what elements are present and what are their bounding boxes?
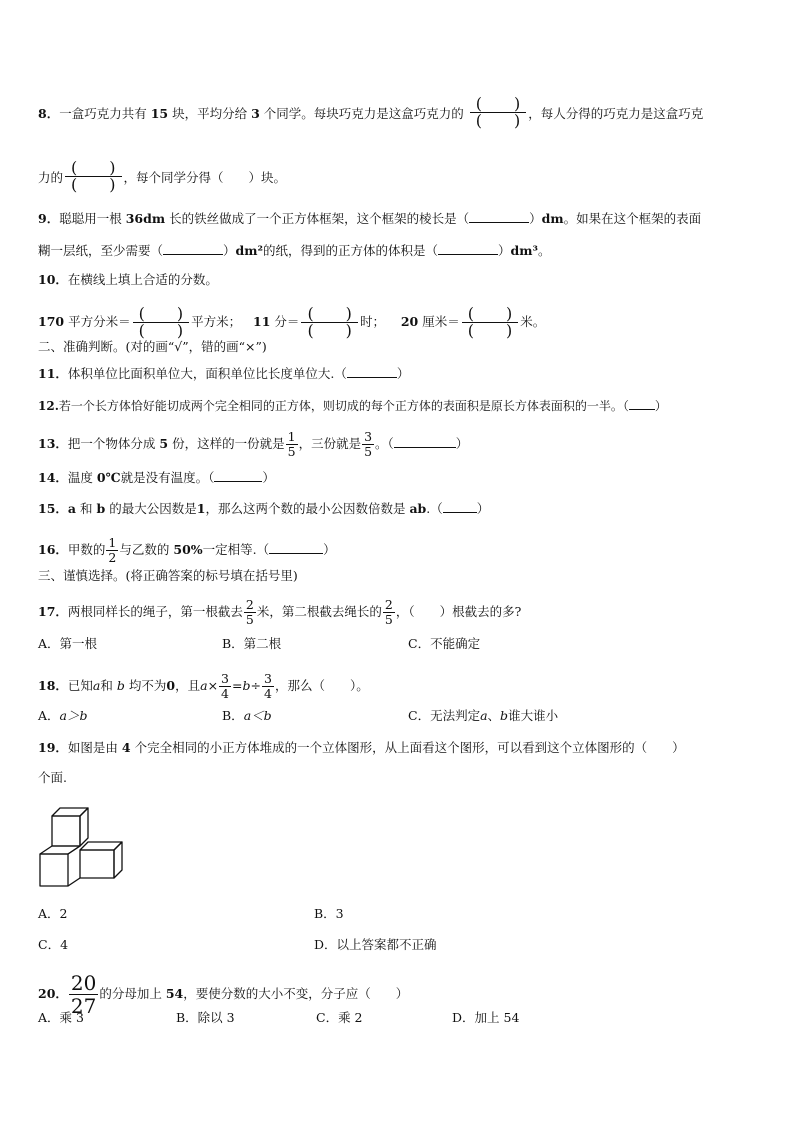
fraction xyxy=(262,672,274,701)
q10-text: 平方米； xyxy=(191,314,242,329)
option-text: 谁大谁小 xyxy=(508,708,559,723)
fraction-numerator: 20 xyxy=(70,971,97,995)
q16-number: 16． xyxy=(38,542,68,557)
q17-text: 两根同样长的绳子，第一根截去 xyxy=(67,604,243,619)
q8-text: 力的 xyxy=(38,170,64,185)
q13-text: 把一个物体分成 xyxy=(67,436,156,451)
q14-text: 温度 xyxy=(67,470,93,485)
q14-number: 14． xyxy=(38,470,68,485)
fraction xyxy=(362,430,374,459)
q9-text: 聪聪用一根 xyxy=(59,211,122,226)
q20-number: 20． xyxy=(38,986,68,1001)
question-9-line-1 xyxy=(38,210,701,227)
fraction-numerator: 3 xyxy=(263,671,272,686)
q17-text: 米，第二根截去绳长的 xyxy=(256,604,382,619)
q17-option-a[interactable]: A．第一根 xyxy=(38,636,98,651)
q9-text: 长的铁丝做成了一个正方体框架，这个框架的棱长是（ xyxy=(169,211,470,226)
q12-number: 12. xyxy=(38,399,59,413)
fraction xyxy=(244,598,256,627)
fraction-blank[interactable]: ( ) ( ) xyxy=(65,160,122,193)
q18-option-b[interactable] xyxy=(222,708,272,724)
q9-text: 36dm xyxy=(125,211,166,226)
fraction-denominator: 5 xyxy=(364,444,373,459)
q15-text: ab xyxy=(409,501,427,516)
q9-number: 9． xyxy=(38,211,60,226)
option-label: C．无法判定 xyxy=(408,708,481,723)
answer-blank[interactable] xyxy=(214,469,262,482)
question-19-line-2: 个面. xyxy=(38,770,67,785)
q19-text: 个完全相同的小正方体堆成的一个立体图形，从上面看这个图形，可以看到这个立体图形的（ ） xyxy=(134,740,685,755)
q18-option-a[interactable] xyxy=(38,708,88,724)
q8-text: 块，平均分给 xyxy=(172,106,248,121)
q13-text: 。（ xyxy=(375,436,394,451)
q20-text: 的分母加上 xyxy=(99,986,162,1001)
q18-operator: × xyxy=(207,678,219,693)
q15-text: 和 xyxy=(80,501,93,516)
cube-top-side xyxy=(80,808,88,846)
q17-text: ，（ ）根截去的多? xyxy=(395,604,522,619)
fraction-numerator: 3 xyxy=(364,429,373,444)
fraction xyxy=(106,536,118,565)
q19-option-d[interactable]: D．以上答案都不正确 xyxy=(314,937,437,952)
q19-option-b[interactable]: B．3 xyxy=(314,906,344,921)
q8-text: 一盒巧克力共有 xyxy=(59,106,147,121)
option-var: b xyxy=(500,708,509,723)
q11-text: ） xyxy=(396,366,410,381)
q15-text: ，那么这两个数的最小公因数倍数是 xyxy=(205,501,406,516)
fraction-numerator: 2 xyxy=(245,597,254,612)
cube-edge xyxy=(68,846,80,854)
q19-text: 如图是由 xyxy=(67,740,118,755)
fraction-numerator: 3 xyxy=(221,671,229,686)
answer-blank[interactable] xyxy=(469,210,529,223)
q18-number: 18． xyxy=(38,678,68,693)
q19-number: 19． xyxy=(38,740,68,755)
q8-text: ，每个同学分得（ ）块。 xyxy=(123,170,287,185)
q18-text: 均不为 xyxy=(128,678,167,693)
q19-option-a[interactable]: A．2 xyxy=(38,906,68,921)
option-var: a xyxy=(480,708,488,723)
fraction xyxy=(286,430,298,459)
question-8-line-2 xyxy=(38,158,287,195)
q9-text: 的纸，得到的正方体的体积是（ xyxy=(262,243,438,258)
answer-blank[interactable] xyxy=(629,397,655,410)
q12-text: 若一个长方体恰好能切成两个完全相同的正方体，则切成的每个正方体的表面积是原长方体表面积的一半。（ xyxy=(58,399,629,413)
q17-number: 17． xyxy=(38,604,68,619)
q9-text: 糊一层纸，至少需要（ xyxy=(38,243,164,258)
q9-text: ） xyxy=(223,243,236,258)
fraction-blank[interactable]: ( ) ( ) xyxy=(133,306,190,339)
q18-var: b xyxy=(116,678,125,693)
q17-option-c[interactable]: C．不能确定 xyxy=(408,636,481,651)
q16-text: ） xyxy=(323,542,336,557)
fraction xyxy=(383,598,395,627)
q19-option-c[interactable]: C．4 xyxy=(38,937,69,952)
cube-stack-figure xyxy=(38,806,130,890)
cube-edge xyxy=(68,878,80,886)
q18-option-c[interactable] xyxy=(408,708,558,724)
q8-text: 个同学。每块巧克力是这盒巧克力的 xyxy=(263,106,464,121)
question-11 xyxy=(38,365,409,382)
q11-number: 11． xyxy=(38,366,68,381)
q20-option-b[interactable]: B．除以 3 xyxy=(176,1010,235,1025)
q15-number: 15． xyxy=(38,501,68,516)
q10-text: 11 xyxy=(253,314,271,329)
question-14 xyxy=(38,469,275,486)
q18-text: ，那么（ ）。 xyxy=(274,678,369,693)
q12-text: ） xyxy=(654,399,667,413)
fraction-denominator: 4 xyxy=(263,686,272,701)
answer-blank[interactable] xyxy=(269,541,323,554)
answer-blank[interactable] xyxy=(443,500,477,513)
q8-num-15: 15 xyxy=(150,106,169,121)
fraction-denominator: 5 xyxy=(384,612,393,627)
q8-num-3: 3 xyxy=(251,106,260,121)
question-17 xyxy=(38,598,521,627)
answer-blank[interactable] xyxy=(347,365,397,378)
q10-text: 分＝ xyxy=(274,314,300,329)
cube-bottom-right-side xyxy=(114,842,122,878)
fraction-denominator: 4 xyxy=(221,686,229,701)
option-label: A． xyxy=(38,708,60,723)
q18-text: 和 xyxy=(100,678,113,693)
section-2-heading: 二、准确判断。(对的画“√”，错的画“×”) xyxy=(38,339,267,354)
q18-var: b xyxy=(242,678,251,693)
answer-blank[interactable] xyxy=(394,435,456,448)
q20-text: ，要使分数的大小不变，分子应（ ） xyxy=(183,986,409,1001)
q11-text: 体积单位比面积单位大，面积单位比长度单位大.（ xyxy=(67,366,347,381)
q20-text: 54 xyxy=(165,986,184,1001)
fraction-denominator: 2 xyxy=(108,550,117,565)
q13-text: 份，这样的一份就是 xyxy=(172,436,285,451)
option-label: B． xyxy=(222,708,244,723)
q13-number: 13． xyxy=(38,436,68,451)
q16-text: 一定相等.（ xyxy=(202,542,270,557)
q19-text: 4 xyxy=(121,740,131,755)
question-10-line xyxy=(38,306,545,339)
fraction-numerator: 2 xyxy=(384,597,393,612)
q15-text: 1 xyxy=(196,501,206,516)
question-10-title xyxy=(38,272,218,288)
fraction-denominator: 27 xyxy=(70,994,97,1018)
fraction-blank[interactable]: ( ) ( ) xyxy=(470,96,527,129)
q20-option-c[interactable]: C．乘 2 xyxy=(316,1010,363,1025)
q8-number: 8． xyxy=(38,106,60,121)
fraction-denominator: 5 xyxy=(245,612,254,627)
q13-text: 5 xyxy=(159,436,169,451)
question-19-line-1 xyxy=(38,740,685,756)
fraction-denominator: 5 xyxy=(287,444,296,459)
question-16 xyxy=(38,536,336,565)
q15-text: b xyxy=(96,501,106,516)
q16-text: 50% xyxy=(173,542,203,557)
fraction-blank[interactable]: ( ) ( ) xyxy=(301,306,358,339)
cube-top-front xyxy=(52,816,80,846)
answer-blank[interactable] xyxy=(438,242,498,255)
q14-text: 就是没有温度。（ xyxy=(120,470,215,485)
fraction-numerator: 1 xyxy=(287,429,296,444)
cube-top-top xyxy=(52,808,88,816)
q10-text: 170 xyxy=(38,314,65,329)
q14-text: ） xyxy=(262,470,275,485)
q18-var: a xyxy=(200,678,208,693)
q9-text: dm² xyxy=(235,243,263,258)
q20-option-a[interactable]: A．乘 3 xyxy=(38,1010,84,1025)
q16-text: 与乙数的 xyxy=(119,542,170,557)
q10-text: 20 xyxy=(400,314,419,329)
option-text: 、 xyxy=(487,708,501,723)
q16-text: 甲数的 xyxy=(67,542,106,557)
q9-text: ） xyxy=(529,211,542,226)
question-13 xyxy=(38,430,468,459)
option-expr: a＞b xyxy=(59,708,88,723)
question-8-line-1 xyxy=(38,94,704,131)
answer-blank[interactable] xyxy=(163,242,223,255)
q10-number: 10． xyxy=(38,272,68,287)
q10-text: 厘米＝ xyxy=(422,314,460,329)
q10-text: 米。 xyxy=(520,314,546,329)
q13-text: ） xyxy=(455,436,469,451)
q20-option-d[interactable]: D．加上 54 xyxy=(452,1010,520,1025)
q9-text: dm xyxy=(541,211,564,226)
q9-text: 。 xyxy=(537,243,551,258)
option-expr: a＜b xyxy=(243,708,272,723)
q10-text: 时； xyxy=(359,314,385,329)
question-9-line-2 xyxy=(38,242,550,259)
q15-text: .（ xyxy=(426,501,443,516)
q18-text: ，且 xyxy=(175,678,201,693)
section-3-heading: 三、谨慎选择。(将正确答案的标号填在括号里) xyxy=(38,568,298,583)
q15-text: 的最大公因数是 xyxy=(109,501,197,516)
cube-bottom-left-front xyxy=(40,854,68,886)
q9-text: dm³ xyxy=(510,243,538,258)
fraction xyxy=(219,672,231,701)
q10-text: 平方分米＝ xyxy=(68,314,131,329)
q15-text: ） xyxy=(476,501,490,516)
q14-text: 0℃ xyxy=(96,470,121,485)
q8-text: ，每人分得的巧克力是这盒巧克 xyxy=(528,106,704,121)
q9-text: ） xyxy=(498,243,511,258)
q18-text: 已知 xyxy=(67,678,93,693)
cube-bottom-right-front xyxy=(80,850,114,878)
q15-text: a xyxy=(67,501,77,516)
q13-text: ，三份就是 xyxy=(298,436,362,451)
q18-operator: ÷ xyxy=(250,678,261,693)
question-15 xyxy=(38,500,489,517)
q18-operator: = xyxy=(232,678,243,693)
q18-var: a xyxy=(92,678,101,693)
question-12 xyxy=(38,397,667,414)
question-18 xyxy=(38,672,369,701)
fraction-blank[interactable]: ( ) ( ) xyxy=(462,306,519,339)
q10-text: 在横线上填上合适的分数。 xyxy=(67,272,218,287)
q18-text: 0 xyxy=(166,678,176,693)
q9-text: 。如果在这个框架的表面 xyxy=(563,211,702,226)
q17-option-b[interactable]: B．第二根 xyxy=(222,636,282,651)
fraction-numerator: 1 xyxy=(108,535,117,550)
